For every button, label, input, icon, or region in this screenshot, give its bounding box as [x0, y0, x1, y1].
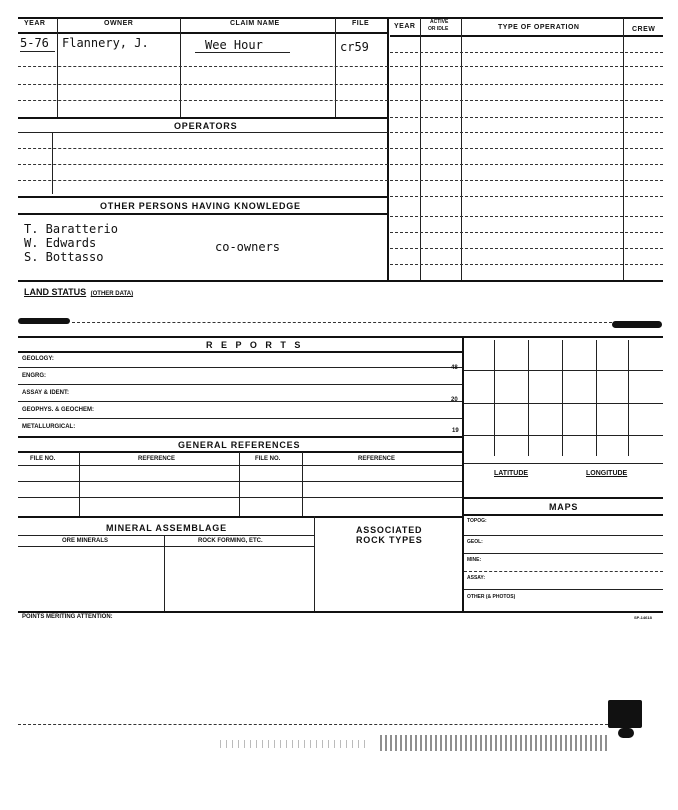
row-line: [18, 100, 388, 101]
ore-minerals-header: ORE MINERALS: [62, 538, 109, 544]
person-name: T. Baratterio: [24, 222, 118, 236]
form-number: SP-14618: [634, 615, 652, 620]
report-row-line: [18, 418, 462, 419]
maps-top: [464, 497, 663, 499]
row-line: [18, 196, 388, 198]
crew-header: CREW: [632, 26, 656, 33]
grid-col: [494, 340, 495, 456]
report-geophys-label: GEOPHYS. & GEOCHEM:: [22, 407, 95, 413]
record-claim-name: Wee Hour: [205, 38, 263, 52]
reports-title: R E P O R T S: [206, 340, 304, 350]
op-row: [390, 164, 663, 165]
general-references-title: GENERAL REFERENCES: [178, 440, 301, 450]
record-owner: Flannery, J.: [62, 36, 149, 50]
other-persons-title: OTHER PERSONS HAVING KNOWLEDGE: [100, 201, 301, 211]
ink-mark: [608, 700, 642, 728]
report-row-line: [18, 367, 462, 368]
grid-col: [528, 340, 529, 456]
grid-col: [628, 340, 629, 456]
op-row: [390, 180, 663, 181]
maps-row: [464, 571, 663, 572]
points-meriting-attention: POINTS MERITING ATTENTION:: [22, 614, 113, 620]
maps-mine: MINE:: [467, 557, 482, 563]
op-row: [390, 148, 663, 149]
owner-header: OWNER: [104, 20, 134, 27]
op-row: [390, 232, 663, 233]
report-metallurgical-label: METALLURGICAL:: [22, 424, 76, 430]
land-status-title: LAND STATUS: [24, 287, 87, 297]
active-header: ACTIVE: [430, 19, 449, 25]
mineral-header-line: [18, 546, 314, 547]
col-divider: [57, 18, 58, 118]
ref-row-line: [18, 465, 462, 466]
latitude-label: LATITUDE: [494, 470, 529, 477]
maps-topog: TOPOG:: [467, 518, 487, 524]
mineral-assemblage-title: MINERAL ASSEMBLAGE: [106, 523, 227, 533]
grid-row: [464, 403, 663, 404]
report-geology-label: GEOLOGY:: [22, 356, 54, 362]
op-row: [390, 100, 663, 101]
col-divider: [420, 18, 421, 280]
op-row: [390, 84, 663, 85]
associated-line2: ROCK TYPES: [356, 535, 423, 545]
co-owners-note: co-owners: [215, 240, 281, 254]
row-line: [18, 84, 388, 85]
report-row-line: [18, 401, 462, 402]
rock-forming-header: ROCK FORMING, ETC.: [198, 538, 263, 544]
scan-noise: [220, 740, 370, 748]
op-row: [390, 117, 663, 118]
ref-row-line: [18, 516, 462, 518]
report-row-line: [18, 384, 462, 385]
report-engrg-num: 48: [451, 365, 458, 371]
col-divider-main: [387, 18, 389, 280]
mineral-col: [164, 535, 165, 611]
type-of-operation-header: TYPE OF OPERATION: [498, 24, 580, 31]
land-status-line: [72, 322, 612, 323]
report-geophys-num: 20: [451, 397, 458, 403]
operators-underline: [18, 132, 388, 133]
col-divider: [461, 18, 462, 280]
op-row: [390, 248, 663, 249]
maps-title: MAPS: [549, 502, 579, 512]
associated-line1: ASSOCIATED: [356, 525, 423, 535]
mineral-underline: [18, 535, 314, 536]
reports-underline: [18, 351, 462, 353]
land-status-label: [24, 282, 133, 300]
year-header: YEAR: [24, 20, 46, 27]
op-row: [390, 264, 663, 265]
form-bottom: [18, 611, 663, 613]
row-line: [18, 180, 388, 181]
col-divider: [180, 18, 181, 118]
ref-col: [79, 452, 80, 516]
report-assay-label: ASSAY & IDENT:: [22, 390, 70, 396]
file-header: FILE: [352, 20, 370, 27]
maps-underline: [464, 514, 663, 516]
op-row: [390, 66, 663, 67]
scan-noise-line: [18, 724, 608, 725]
file-no-header-2: FILE NO.: [255, 456, 281, 462]
grid-row: [464, 435, 663, 436]
ref-col: [302, 452, 303, 516]
col-divider: [623, 18, 624, 280]
ink-mark: [612, 321, 662, 328]
header-bottom-left: [18, 32, 388, 34]
claim-underline: [195, 52, 290, 53]
row-line: [18, 148, 388, 149]
person-name: S. Bottasso: [24, 250, 104, 264]
op-row: [390, 52, 663, 53]
row-line: [18, 117, 388, 119]
grid-col: [562, 340, 563, 456]
land-status-sub: (OTHER DATA): [90, 291, 134, 297]
other-persons-underline: [18, 213, 388, 215]
ref-row-line: [18, 497, 462, 498]
maps-assay: ASSAY:: [467, 575, 486, 581]
longitude-label: LONGITUDE: [586, 470, 628, 477]
file-no-header: FILE NO.: [30, 456, 56, 462]
report-engrg-label: ENGRG:: [22, 373, 46, 379]
op-row: [390, 196, 663, 197]
ink-mark: [618, 728, 634, 738]
reference-header-2: REFERENCE: [358, 456, 396, 462]
report-metallurgical-num: 19: [452, 428, 459, 434]
scan-noise: [380, 735, 610, 751]
record-year: 5-76: [20, 36, 49, 50]
grid-row: [464, 463, 663, 464]
maps-row: [464, 553, 663, 554]
maps-geol: GEOL:: [467, 539, 483, 545]
row-line: [18, 66, 388, 67]
grid-col: [596, 340, 597, 456]
ref-col: [239, 452, 240, 516]
ink-mark: [18, 318, 70, 324]
maps-row: [464, 589, 663, 590]
operators-col: [52, 132, 53, 194]
report-row-line: [18, 436, 462, 438]
idle-header: OR IDLE: [428, 26, 449, 32]
op-row: [390, 216, 663, 217]
top-border: [18, 17, 663, 19]
record-file: cr59: [340, 40, 369, 54]
maps-row: [464, 535, 663, 536]
row-line: [18, 164, 388, 165]
mineral-right-col: [314, 516, 315, 611]
reports-top: [18, 336, 663, 338]
year2-header: YEAR: [394, 23, 416, 30]
general-references-underline: [18, 451, 462, 453]
maps-other: OTHER (& PHOTOS): [467, 594, 516, 600]
operators-title: OPERATORS: [174, 121, 238, 131]
reference-header: REFERENCE: [138, 456, 176, 462]
op-row: [390, 132, 663, 133]
claim-name-header: CLAIM NAME: [230, 20, 280, 27]
ref-row-line: [18, 481, 462, 482]
grid-row: [464, 370, 663, 371]
year-underline: [20, 51, 55, 52]
col-divider: [335, 18, 336, 118]
person-name: W. Edwards: [24, 236, 97, 250]
